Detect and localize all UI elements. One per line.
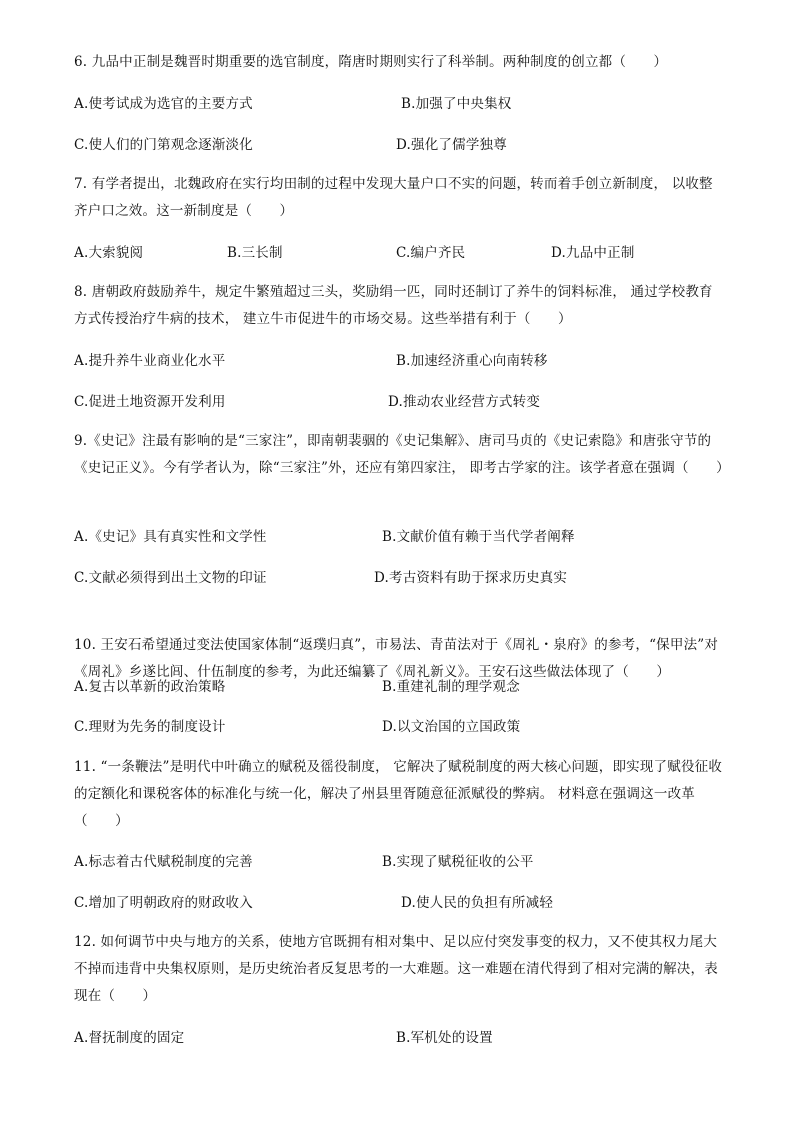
question-7-stem: 7. 有学者提出，北魏政府在实行均田制的过程中发现大量户口不实的问题，转而着手创立新制度， 以收整齐户口之效。这一新制度是（ ） <box>74 176 713 219</box>
question-10-option-a: A.复古以革新的政治策略 <box>74 679 226 695</box>
question-10-option-c: C.理财为先务的制度设计 <box>74 719 226 735</box>
question-9-option-c: C.文献必须得到出土文物的印证 <box>74 570 267 586</box>
question-10-option-d: D.以文治国的立国政策 <box>382 719 521 735</box>
question-6-option-b: B.加强了中央集权 <box>401 96 512 112</box>
question-8-option-a: A.提升养牛业商业化水平 <box>74 353 226 369</box>
question-7-option-d: D.九品中正制 <box>551 245 635 261</box>
question-11-option-b: B.实现了赋税征收的公平 <box>382 854 534 870</box>
question-8-option-b: B.加速经济重心向南转移 <box>396 353 548 369</box>
question-9-option-a: A.《史记》具有真实性和文学性 <box>74 529 267 545</box>
question-7-option-b: B.三长制 <box>227 245 283 261</box>
question-9-option-d: D.考古资料有助于探求历史真实 <box>374 570 568 586</box>
question-11-option-d: D.使人民的负担有所减轻 <box>401 895 554 911</box>
question-10-option-b: B.重建礼制的理学观念 <box>382 679 520 695</box>
question-7-option-a: A.大索貌阅 <box>74 245 144 261</box>
question-8-option-d: D.推动农业经营方式转变 <box>388 394 541 410</box>
question-6-stem: 6. 九品中正制是魏晋时期重要的选官制度，隋唐时期则实行了科举制。两种制度的创立都（ ） <box>74 54 668 70</box>
question-8-option-c: C.促进土地资源开发利用 <box>74 394 226 410</box>
question-11-option-a: A.标志着古代赋税制度的完善 <box>74 854 253 870</box>
question-8-stem: 8. 唐朝政府鼓励养牛，规定牛繁殖超过三头，奖励绢一匹，同时还制订了养牛的饲料标准， 通过学校教育方式传授治疗牛病的技术， 建立牛市促进牛的市场交易。这些举措有利于（ ） <box>74 284 713 327</box>
question-12-option-a: A.督抚制度的固定 <box>74 1030 185 1046</box>
question-11-stem: 11. “一条鞭法”是明代中叶确立的赋税及徭役制度， 它解决了赋税制度的两大核心问题，即实现了赋役征收的定额化和课税客体的标准化与统一化，解决了州县里胥随意征派赋役的弊病。 材料意在强调这一改革（ ） <box>74 759 723 829</box>
question-11-option-c: C.增加了明朝政府的财政收入 <box>74 895 253 911</box>
question-9-stem: 9.《史记》注最有影响的是“三家注”，即南朝裴骃的《史记集解》、唐司马贞的《史记索隐》和唐张守节的《史记正义》。今有学者认为，除“三家注”外，还应有第四家注， 即考古学家的注。该学者意在强调（ ） <box>74 433 730 476</box>
question-9-option-b: B.文献价值有赖于当代学者阐释 <box>382 529 575 545</box>
question-7-option-c: C.编户齐民 <box>396 245 466 261</box>
question-6-option-d: D.强化了儒学独尊 <box>396 137 507 153</box>
question-12-option-b: B.军机处的设置 <box>396 1030 493 1046</box>
question-6-option-c: C.使人们的门第观念逐渐淡化 <box>74 137 253 153</box>
question-12-stem: 12. 如何调节中央与地方的关系，使地方官既拥有相对集中、足以应付突发事变的权力，又不使其权力尾大不掉而违背中央集权原则，是历史统治者反复思考的一大难题。这一难题在清代得到了相对完满的解决，表现在（ ） <box>74 934 718 1004</box>
question-10-stem: 10. 王安石希望通过变法使国家体制“返璞归真”，市易法、青苗法对于《周礼・泉府》的参考，“保甲法”对《周礼》乡遂比闾、什伍制度的参考，为此还编纂了《周礼新义》。王安石这些做法体现了（ ） <box>74 637 719 680</box>
question-6-option-a: A.使考试成为选官的主要方式 <box>74 96 253 112</box>
